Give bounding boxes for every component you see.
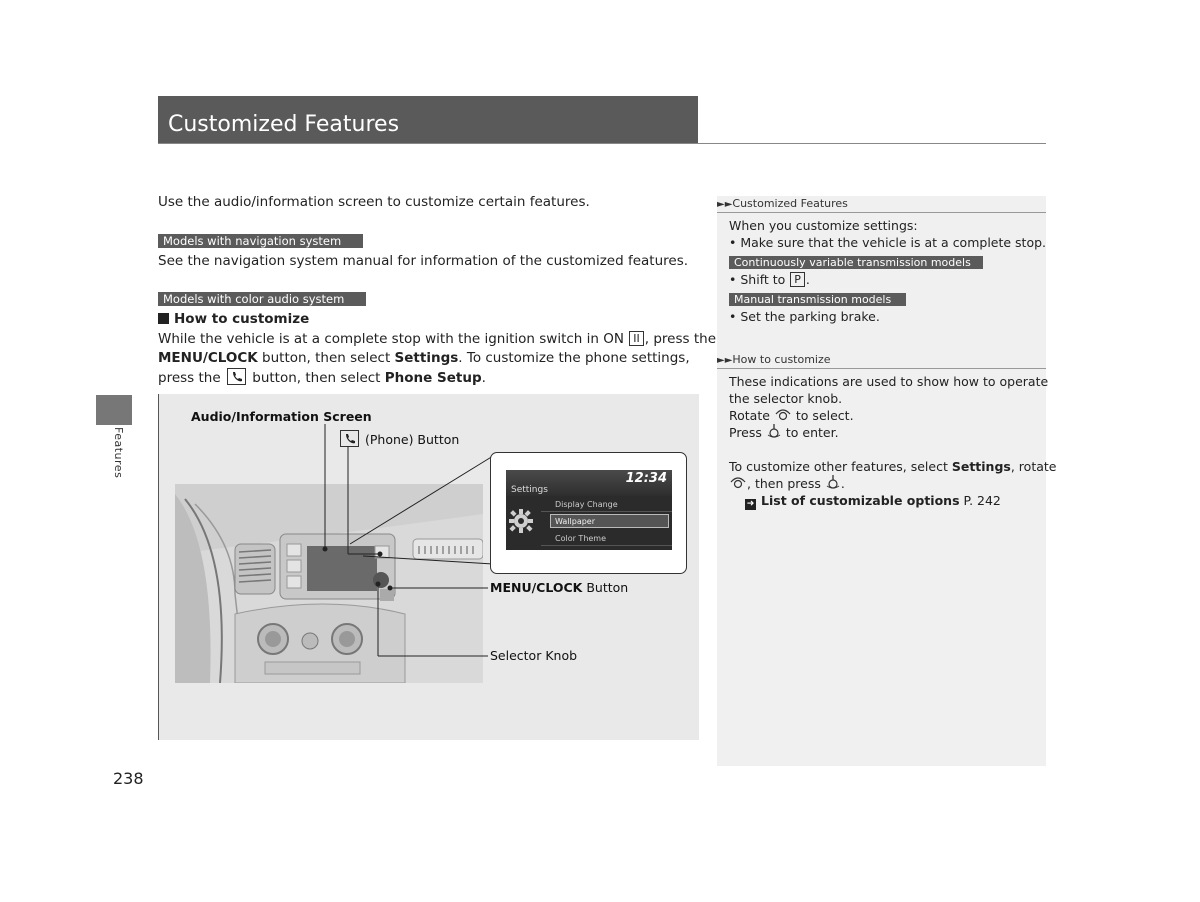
intro-text: Use the audio/information screen to customize certain features. [158,194,590,210]
gear-position-box: P [790,272,805,287]
press-knob-icon [825,475,841,489]
tag-manual: Manual transmission models [729,293,906,306]
double-chevron-icon: ►► [717,199,733,210]
title-rule [158,143,1046,144]
para-line-3: press the button, then select Phone Setup. [158,370,486,386]
square-bullet-icon [158,313,169,324]
sidebar-bullet-3: • Set the parking brake. [729,309,880,324]
label-selector-knob: Selector Knob [490,648,578,663]
sidebar-line-1: These indications are used to show how to operate [729,374,1049,389]
ignition-position-box: II [629,331,644,346]
sidebar-intro: When you customize settings: [729,218,918,233]
gear-icon [508,508,534,534]
settings-screen [506,470,672,550]
screen-clock: 12:34 [625,471,667,486]
sidebar-bullet-2: • Shift to P . [729,272,810,287]
rotate-knob-icon [774,408,792,421]
para-line-1: While the vehicle is at a complete stop with the ignition switch in ON II , press the [158,331,717,347]
double-chevron-icon: ►► [717,355,733,366]
press-knob-icon [766,424,782,438]
phone-icon [227,368,246,385]
sidebar-heading-1: ►►Customized Features [717,197,848,210]
sidebar-rule-2 [717,368,1046,369]
page-number: 238 [113,769,144,788]
label-audio-screen: Audio/Information Screen [191,409,372,424]
label-menu-clock: MENU/CLOCK Button [490,580,629,595]
how-heading: How to customize [158,309,309,329]
screen-item-wallpaper: Wallpaper [550,514,669,528]
para-line-2: MENU/CLOCK button, then select Settings. To customize the phone settings, [158,350,690,366]
page-title: Customized Features [168,112,400,137]
sidebar-line-5: To customize other features, select Settings, rotate [729,459,1057,474]
label-phone-button: (Phone) Button [340,430,459,447]
sidebar-line-3: Rotate to select. [729,408,854,423]
sidebar-line-4: Press to enter. [729,425,839,440]
xref-link[interactable]: ➜ List of customizable options P. 242 [746,493,1001,509]
screen-item-color-theme: Color Theme [541,532,672,546]
section-tab-label: Features [112,427,125,479]
arrow-right-icon: ➜ [746,499,755,509]
sidebar-heading-2: ►►How to customize [717,353,831,366]
screen-heading: Settings [511,485,548,495]
sidebar-rule-1 [717,212,1046,213]
screen-item-display-change: Display Change [541,498,672,512]
sidebar-line-6: , then press . [729,475,845,492]
tag-cvt: Continuously variable transmission models [729,256,983,269]
section-tab [96,395,132,425]
tag-navigation: Models with navigation system [158,234,363,248]
sidebar-line-2: the selector knob. [729,391,843,406]
sidebar-bullet-1: • Make sure that the vehicle is at a complete stop. [729,235,1047,250]
rotate-knob-icon [729,476,747,489]
tag-color-audio: Models with color audio system [158,292,366,306]
navigation-text: See the navigation system manual for information of the customized features. [158,253,689,269]
